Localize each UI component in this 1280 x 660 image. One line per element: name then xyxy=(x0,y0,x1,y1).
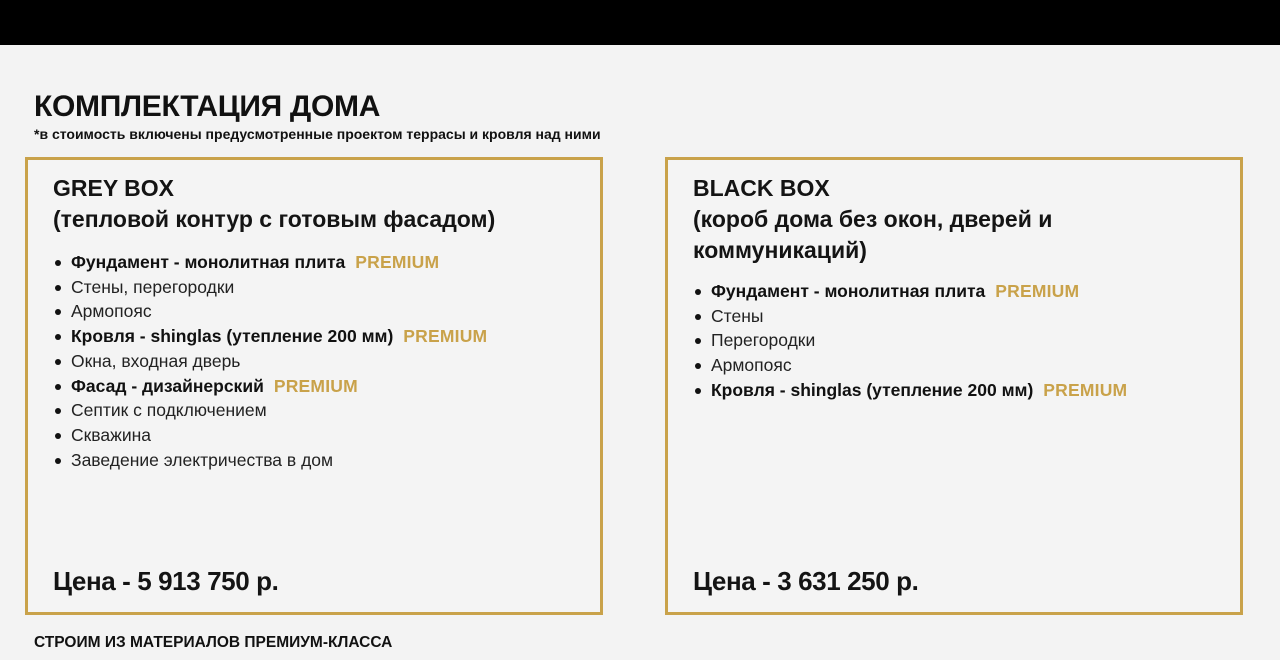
feature-item xyxy=(693,279,1230,304)
grey-box-title-name: GREY BOX xyxy=(53,175,174,201)
feature-item xyxy=(53,423,590,448)
black-box-price: Цена - 3 631 250 р. xyxy=(693,566,919,596)
black-box-title-description-1: (короб дома без окон, дверей и xyxy=(693,206,1053,232)
black-box-feature-list xyxy=(693,279,1230,403)
feature-text: Фундамент - монолитная плита xyxy=(71,252,346,272)
feature-text: Стены, перегородки xyxy=(71,276,235,297)
feature-item xyxy=(53,299,590,324)
premium-badge: PREMIUM xyxy=(273,375,358,396)
feature-text: Армопояс xyxy=(711,355,792,376)
feature-item xyxy=(53,324,590,349)
feature-item xyxy=(53,349,590,374)
feature-text: Перегородки xyxy=(711,330,816,351)
feature-item xyxy=(693,353,1230,378)
premium-badge: PREMIUM xyxy=(995,281,1080,301)
grey-box-feature-list xyxy=(53,250,590,472)
premium-badge: PREMIUM xyxy=(355,252,440,272)
feature-text: Фундамент - монолитная плита xyxy=(711,281,986,301)
premium-badge: PREMIUM xyxy=(403,326,488,347)
feature-item xyxy=(53,275,590,300)
top-black-bar xyxy=(0,0,1280,45)
feature-text: Заведение электричества в дом xyxy=(71,449,334,470)
feature-text: Кровля - shinglas (утепление 200 мм) xyxy=(71,326,394,347)
feature-item xyxy=(693,304,1230,329)
black-box-title-description-2: коммуникаций) xyxy=(693,237,867,263)
black-box-title-name: BLACK BOX xyxy=(693,175,830,201)
premium-badge: PREMIUM xyxy=(1043,379,1128,400)
feature-text: Кровля - shinglas (утепление 200 мм) xyxy=(711,379,1034,400)
feature-text: Скважина xyxy=(71,424,152,445)
feature-text: Окна, входная дверь xyxy=(71,350,241,371)
footer-note: СТРОИМ ИЗ МАТЕРИАЛОВ ПРЕМИУМ-КЛАССА xyxy=(34,634,393,651)
feature-item xyxy=(53,448,590,473)
feature-text: Стены xyxy=(711,305,764,326)
feature-item xyxy=(53,374,590,399)
feature-item xyxy=(693,378,1230,403)
page-title: КОМПЛЕКТАЦИЯ ДОМА xyxy=(34,90,381,123)
black-box-card xyxy=(665,157,1243,615)
page-note: *в стоимость включены предусмотренные проектом террасы и кровля над ними xyxy=(34,126,601,142)
feature-item xyxy=(53,250,590,275)
grey-box-price: Цена - 5 913 750 р. xyxy=(53,566,279,596)
feature-text: Септик с подключением xyxy=(71,400,267,421)
feature-text: Армопояс xyxy=(71,301,152,322)
feature-text: Фасад - дизайнерский xyxy=(71,375,264,396)
grey-box-card xyxy=(25,157,603,615)
grey-box-title xyxy=(53,173,580,235)
feature-item xyxy=(53,398,590,423)
black-box-title xyxy=(693,173,1220,266)
grey-box-title-description: (тепловой контур с готовым фасадом) xyxy=(53,206,496,232)
feature-item xyxy=(693,328,1230,353)
